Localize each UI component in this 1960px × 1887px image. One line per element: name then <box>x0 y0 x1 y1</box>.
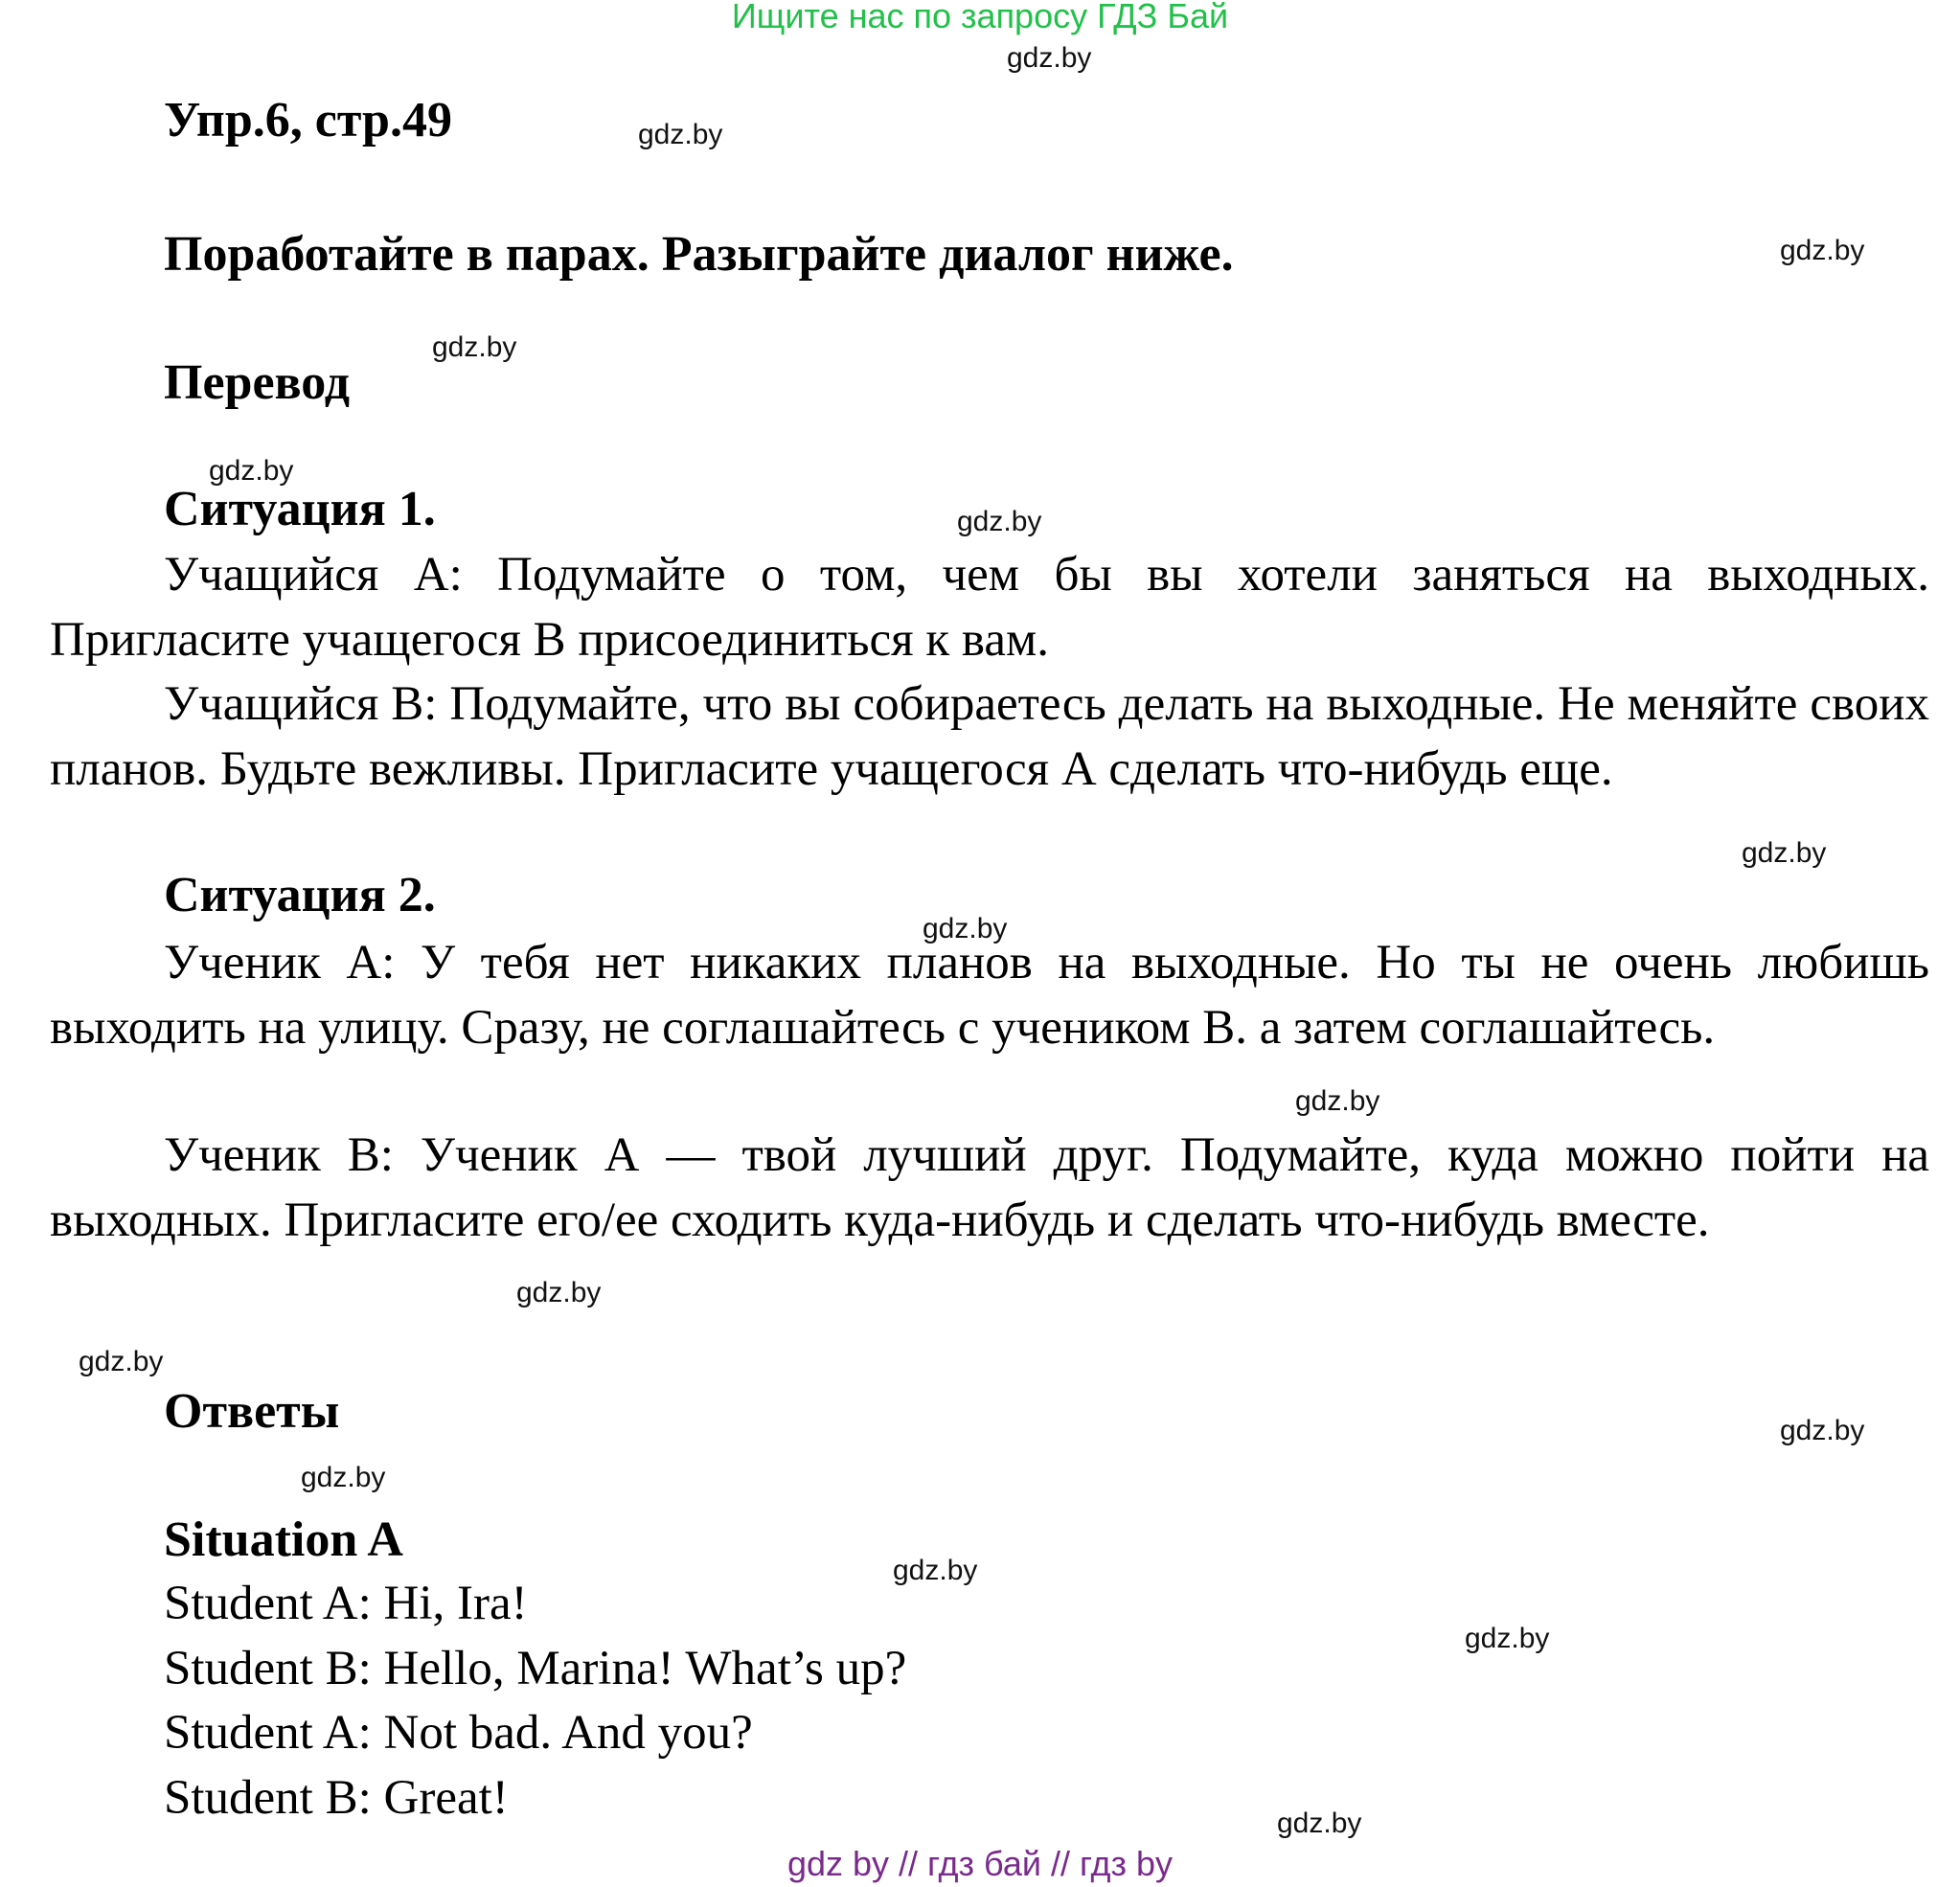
situation-1-student-b: Учащийся В: Подумайте, что вы собираетесь делать на выходные. Не меняйте своих планов. Будьте вежливы. Пригласите учащегося А сделать что-нибудь еще. <box>50 677 1929 796</box>
exercise-title: Упр.6, стр.49 <box>164 93 452 148</box>
situation-1-heading: Ситуация 1. <box>164 482 436 536</box>
watermark: gdz.by <box>209 455 294 487</box>
watermark: gdz.by <box>516 1277 602 1308</box>
watermark: gdz.by <box>1742 837 1827 869</box>
situation-a-heading: Situation A <box>164 1512 403 1567</box>
watermark: gdz.by <box>1295 1085 1380 1117</box>
watermark: gdz.by <box>1465 1623 1550 1654</box>
dialog-line: Student B: Hello, Marina! What’s up? <box>164 1642 907 1695</box>
watermark: gdz.by <box>893 1555 978 1586</box>
watermark: gdz.by <box>957 506 1042 537</box>
translation-heading: Перевод <box>164 355 351 410</box>
task-heading: Поработайте в парах. Разыграйте диалог ниже. <box>164 227 1234 282</box>
watermark: gdz.by <box>923 913 1008 944</box>
situation-2-student-a: Ученик А: У тебя нет никаких планов на выходные. Но ты не очень любишь выходить на улицу. Сразу, не соглашайтесь с учеником В. а затем соглашайтесь. <box>50 936 1929 1055</box>
watermark: gdz.by <box>79 1346 164 1377</box>
watermark: gdz.by <box>638 119 723 150</box>
situation-2-student-b: Ученик В: Ученик А — твой лучший друг. Подумайте, куда можно пойти на выходных. Пригласите его/ее сходить куда-нибудь и сделать что-нибудь вместе. <box>50 1128 1929 1247</box>
answers-heading: Ответы <box>164 1384 340 1439</box>
dialog-line: Student B: Great! <box>164 1771 509 1825</box>
dialog-line: Student A: Not bad. And you? <box>164 1706 753 1760</box>
top-banner: Ищите нас по запросу ГДЗ Бай <box>731 0 1229 35</box>
watermark: gdz.by <box>432 331 517 363</box>
dialog-line: Student A: Hi, Ira! <box>164 1577 528 1630</box>
watermark: gdz.by <box>1277 1807 1362 1839</box>
watermark: gdz.by <box>1780 235 1865 266</box>
watermark: gdz.by <box>1007 42 1092 74</box>
watermark: gdz.by <box>301 1462 386 1493</box>
situation-1-student-a: Учащийся А: Подумайте о том, чем бы вы хотели заняться на выходных. Пригласите учащегося В присоединиться к вам. <box>50 548 1929 667</box>
situation-2-heading: Ситуация 2. <box>164 868 436 922</box>
footer-watermark: gdz by // гдз бай // гдз by <box>786 1844 1174 1883</box>
watermark: gdz.by <box>1780 1415 1865 1446</box>
